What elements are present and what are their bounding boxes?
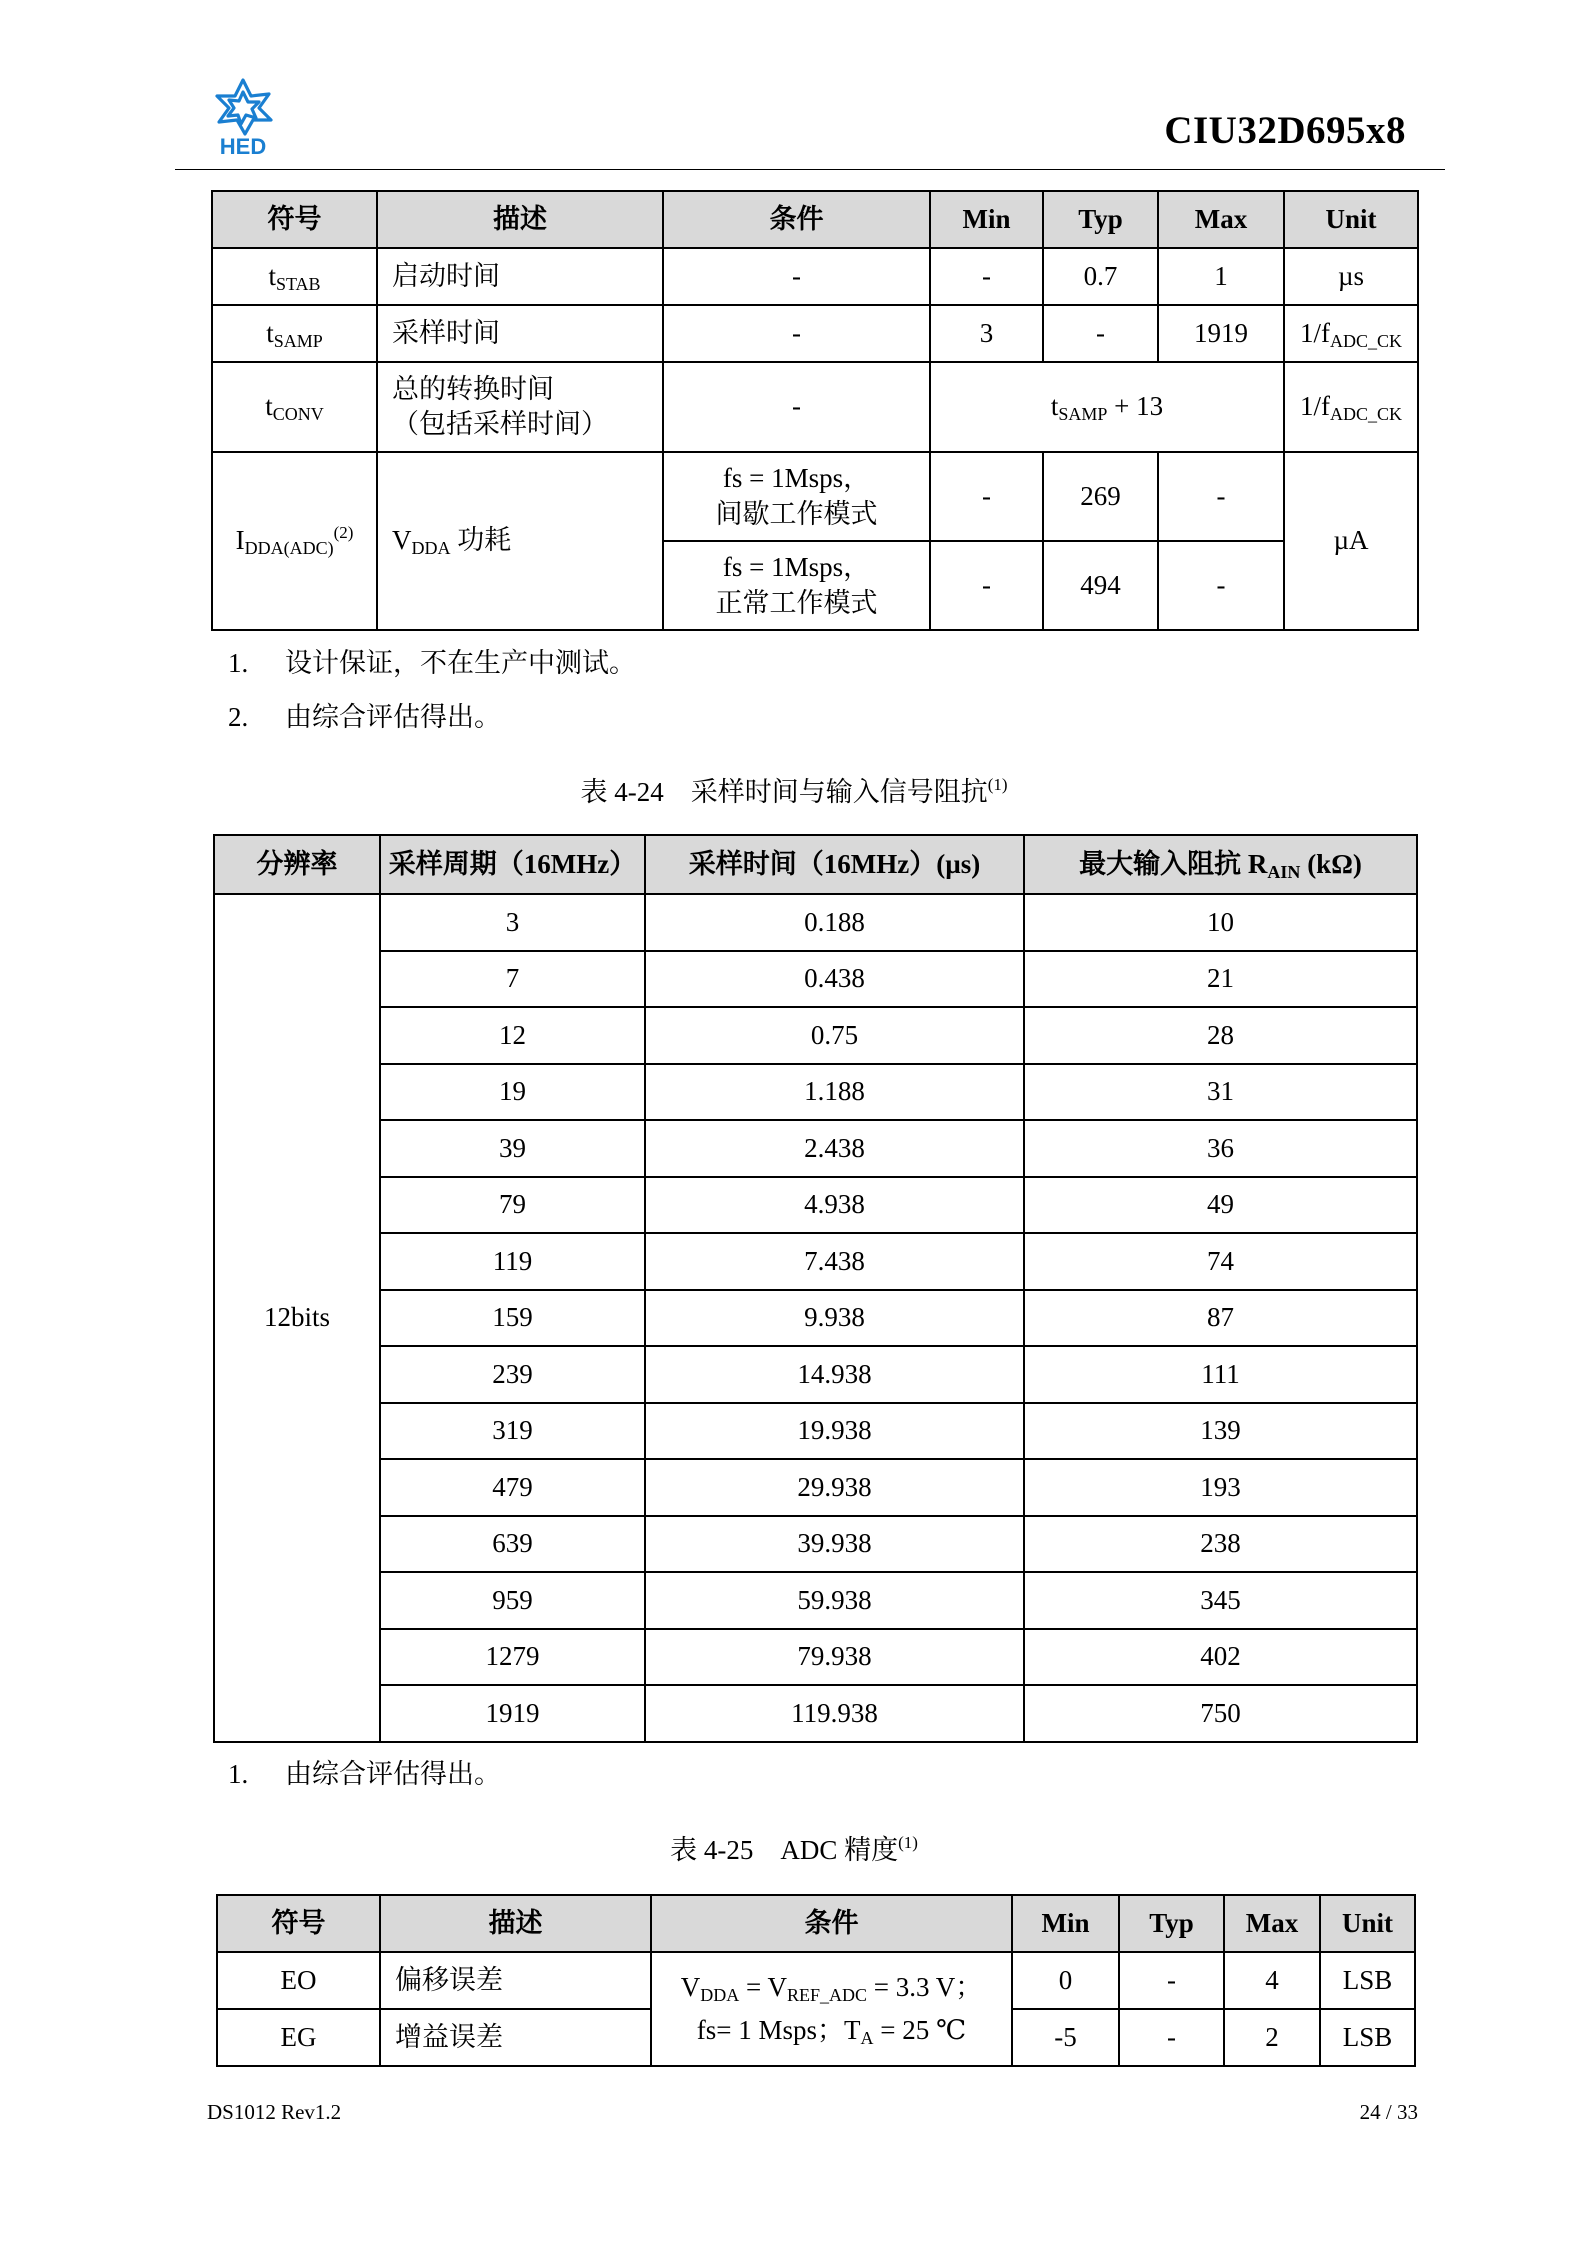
description-cell bbox=[377, 362, 663, 452]
sample-cycles-cell: 79 bbox=[380, 1177, 645, 1234]
max-impedance-cell: 31 bbox=[1024, 1064, 1417, 1121]
condition-line: 间歇工作模式 bbox=[715, 498, 878, 529]
table-note: 1. 设计保证，不在生产中测试。 bbox=[228, 648, 636, 678]
table-row bbox=[212, 305, 1418, 362]
description-line: （包括采样时间） bbox=[392, 409, 608, 439]
min-cell: - bbox=[930, 541, 1043, 630]
table-row bbox=[214, 894, 1417, 951]
max-impedance-cell: 402 bbox=[1024, 1629, 1417, 1686]
table-row bbox=[214, 1290, 1417, 1347]
document-revision: DS1012 Rev1.2 bbox=[207, 2100, 342, 2124]
symbol-cell: EO bbox=[217, 1952, 380, 2009]
max-impedance-cell: 36 bbox=[1024, 1120, 1417, 1177]
description-line: 总的转换时间 bbox=[392, 373, 554, 404]
page-number: 24 / 33 bbox=[1359, 2100, 1418, 2124]
symbol-cell: $t_{STAB}$ bbox=[212, 248, 377, 305]
unit-cell: µs bbox=[1284, 248, 1418, 305]
sample-cycles-cell: 7 bbox=[380, 951, 645, 1008]
sample-time-cell: 19.938 bbox=[645, 1403, 1024, 1460]
table-caption: 表 4-25 ADC 精度$^{(1)}$ bbox=[670, 1833, 918, 1865]
max-impedance-cell: 139 bbox=[1024, 1403, 1417, 1460]
sample-time-cell: 79.938 bbox=[645, 1629, 1024, 1686]
min-cell: - bbox=[930, 248, 1043, 305]
min-cell: 3 bbox=[930, 305, 1043, 362]
condition-cell bbox=[663, 452, 930, 541]
min-cell: - bbox=[930, 452, 1043, 541]
description-cell: $V_{DDA}$ 功耗 bbox=[377, 452, 663, 630]
unit-cell: µA bbox=[1284, 452, 1418, 630]
sample-cycles-cell: 39 bbox=[380, 1120, 645, 1177]
sample-cycles-cell: 479 bbox=[380, 1459, 645, 1516]
table-header-row bbox=[217, 1895, 1415, 1952]
max-impedance-cell: 74 bbox=[1024, 1233, 1417, 1290]
header-divider bbox=[175, 169, 1445, 170]
table-row bbox=[212, 248, 1418, 305]
document-title: CIU32D695x8 bbox=[1164, 109, 1406, 152]
min-cell: 0 bbox=[1012, 1952, 1119, 2009]
sample-cycles-cell: 1279 bbox=[380, 1629, 645, 1686]
header-condition: 条件 bbox=[651, 1895, 1012, 1952]
sample-cycles-cell: 239 bbox=[380, 1346, 645, 1403]
header-unit: Unit bbox=[1284, 191, 1418, 248]
max-cell: 1 bbox=[1158, 248, 1284, 305]
description-cell: 偏移误差 bbox=[380, 1952, 651, 2009]
sample-cycles-cell: 119 bbox=[380, 1233, 645, 1290]
table-row bbox=[214, 1685, 1417, 1742]
table-row bbox=[214, 1177, 1417, 1234]
sample-cycles-cell: 319 bbox=[380, 1403, 645, 1460]
header-resolution: 分辨率 bbox=[214, 835, 380, 894]
sample-time-cell: 0.75 bbox=[645, 1007, 1024, 1064]
max-cell: 1919 bbox=[1158, 305, 1284, 362]
max-impedance-cell: 345 bbox=[1024, 1572, 1417, 1629]
max-impedance-cell: 28 bbox=[1024, 1007, 1417, 1064]
description-cell: 启动时间 bbox=[377, 248, 663, 305]
sampling-impedance-table bbox=[213, 834, 1418, 1743]
header-symbol: 符号 bbox=[212, 191, 377, 248]
sample-cycles-cell: 959 bbox=[380, 1572, 645, 1629]
sample-cycles-cell: 159 bbox=[380, 1290, 645, 1347]
condition-cell bbox=[663, 541, 930, 630]
sample-cycles-cell: 639 bbox=[380, 1516, 645, 1573]
condition-cell: - bbox=[663, 248, 930, 305]
condition-line: fs= 1 Msps；$T_A = 25$ ℃ bbox=[696, 2015, 967, 2048]
max-impedance-cell: 87 bbox=[1024, 1290, 1417, 1347]
sample-cycles-cell: 3 bbox=[380, 894, 645, 951]
header-max-impedance: 最大输入阻抗 $R_{AIN}$ (kΩ) bbox=[1024, 835, 1417, 894]
table-row bbox=[214, 1572, 1417, 1629]
logo-text: HED bbox=[219, 134, 267, 158]
typ-cell: - bbox=[1119, 1952, 1224, 2009]
table-caption: 表 4-24 采样时间与输入信号阻抗$^{(1)}$ bbox=[580, 775, 1008, 807]
header-min: Min bbox=[930, 191, 1043, 248]
table-row bbox=[214, 1403, 1417, 1460]
condition-cell: - bbox=[663, 362, 930, 452]
typ-cell: 494 bbox=[1043, 541, 1158, 630]
sample-time-cell: 1.188 bbox=[645, 1064, 1024, 1121]
sample-cycles-cell: 19 bbox=[380, 1064, 645, 1121]
table-row bbox=[214, 951, 1417, 1008]
max-impedance-cell: 49 bbox=[1024, 1177, 1417, 1234]
max-cell: - bbox=[1158, 541, 1284, 630]
header-max: Max bbox=[1158, 191, 1284, 248]
table-row bbox=[214, 1120, 1417, 1177]
table-header-row bbox=[212, 191, 1418, 248]
symbol-cell: $t_{CONV}$ bbox=[212, 362, 377, 452]
max-impedance-cell: 238 bbox=[1024, 1516, 1417, 1573]
header-typ: Typ bbox=[1119, 1895, 1224, 1952]
typ-cell: 269 bbox=[1043, 452, 1158, 541]
max-impedance-cell: 111 bbox=[1024, 1346, 1417, 1403]
symbol-cell: $t_{SAMP}$ bbox=[212, 305, 377, 362]
symbol-cell: EG bbox=[217, 2009, 380, 2066]
sample-time-cell: 29.938 bbox=[645, 1459, 1024, 1516]
sample-time-cell: 2.438 bbox=[645, 1120, 1024, 1177]
max-impedance-cell: 10 bbox=[1024, 894, 1417, 951]
typ-cell: - bbox=[1043, 305, 1158, 362]
condition-line: 正常工作模式 bbox=[715, 587, 878, 618]
table-row bbox=[214, 1064, 1417, 1121]
table-row bbox=[214, 1233, 1417, 1290]
adc-accuracy-table bbox=[216, 1894, 1416, 2067]
table-row bbox=[214, 1516, 1417, 1573]
max-cell: - bbox=[1158, 452, 1284, 541]
resolution-cell: 12bits bbox=[214, 894, 380, 1742]
header-typ: Typ bbox=[1043, 191, 1158, 248]
max-cell: 4 bbox=[1224, 1952, 1320, 2009]
unit-cell: $1/f_{ADC\_CK}$ bbox=[1284, 305, 1418, 362]
sample-time-cell: 0.438 bbox=[645, 951, 1024, 1008]
sample-time-cell: 7.438 bbox=[645, 1233, 1024, 1290]
sample-cycles-cell: 12 bbox=[380, 1007, 645, 1064]
typ-cell: 0.7 bbox=[1043, 248, 1158, 305]
table-row bbox=[214, 1346, 1417, 1403]
header-description: 描述 bbox=[380, 1895, 651, 1952]
adc-timing-table bbox=[211, 190, 1419, 631]
table-row bbox=[212, 362, 1418, 452]
header-description: 描述 bbox=[377, 191, 663, 248]
sample-cycles-cell: 1919 bbox=[380, 1685, 645, 1742]
sample-time-cell: 59.938 bbox=[645, 1572, 1024, 1629]
sample-time-cell: 9.938 bbox=[645, 1290, 1024, 1347]
condition-line: fs = 1Msps， bbox=[722, 552, 871, 583]
condition-line: fs = 1Msps， bbox=[722, 463, 871, 494]
condition-line: $V_{DDA} = V_{REF\_ADC} = 3.3$ V； bbox=[680, 1971, 983, 2005]
value-cell: $t_{SAMP} + 13$ bbox=[930, 362, 1284, 452]
table-row bbox=[214, 1459, 1417, 1516]
sample-time-cell: 119.938 bbox=[645, 1685, 1024, 1742]
max-impedance-cell: 193 bbox=[1024, 1459, 1417, 1516]
table-row bbox=[214, 1007, 1417, 1064]
table-note: 1. 由综合评估得出。 bbox=[228, 1759, 501, 1789]
header-sample-cycles: 采样周期（16MHz） bbox=[380, 835, 645, 894]
sample-time-cell: 0.188 bbox=[645, 894, 1024, 951]
typ-cell: - bbox=[1119, 2009, 1224, 2066]
header-sample-time: 采样时间（16MHz）(µs) bbox=[645, 835, 1024, 894]
hed-logo bbox=[205, 76, 281, 158]
symbol-cell: $I_{DDA(ADC)}^{(2)}$ bbox=[212, 452, 377, 630]
description-cell: 增益误差 bbox=[380, 2009, 651, 2066]
unit-cell: LSB bbox=[1320, 1952, 1415, 2009]
max-impedance-cell: 21 bbox=[1024, 951, 1417, 1008]
sample-time-cell: 39.938 bbox=[645, 1516, 1024, 1573]
description-cell: 采样时间 bbox=[377, 305, 663, 362]
header-condition: 条件 bbox=[663, 191, 930, 248]
header-symbol: 符号 bbox=[217, 1895, 380, 1952]
sample-time-cell: 14.938 bbox=[645, 1346, 1024, 1403]
condition-cell: - bbox=[663, 305, 930, 362]
max-cell: 2 bbox=[1224, 2009, 1320, 2066]
unit-cell: LSB bbox=[1320, 2009, 1415, 2066]
header-max: Max bbox=[1224, 1895, 1320, 1952]
table-note: 2. 由综合评估得出。 bbox=[228, 702, 501, 732]
condition-cell bbox=[651, 1952, 1012, 2066]
table-row bbox=[214, 1629, 1417, 1686]
min-cell: -5 bbox=[1012, 2009, 1119, 2066]
max-impedance-cell: 750 bbox=[1024, 1685, 1417, 1742]
unit-cell: $1/f_{ADC\_CK}$ bbox=[1284, 362, 1418, 452]
table-header-row bbox=[214, 835, 1417, 894]
table-row bbox=[212, 452, 1418, 541]
sample-time-cell: 4.938 bbox=[645, 1177, 1024, 1234]
header-unit: Unit bbox=[1320, 1895, 1415, 1952]
table-row bbox=[217, 1952, 1415, 2009]
header-min: Min bbox=[1012, 1895, 1119, 1952]
